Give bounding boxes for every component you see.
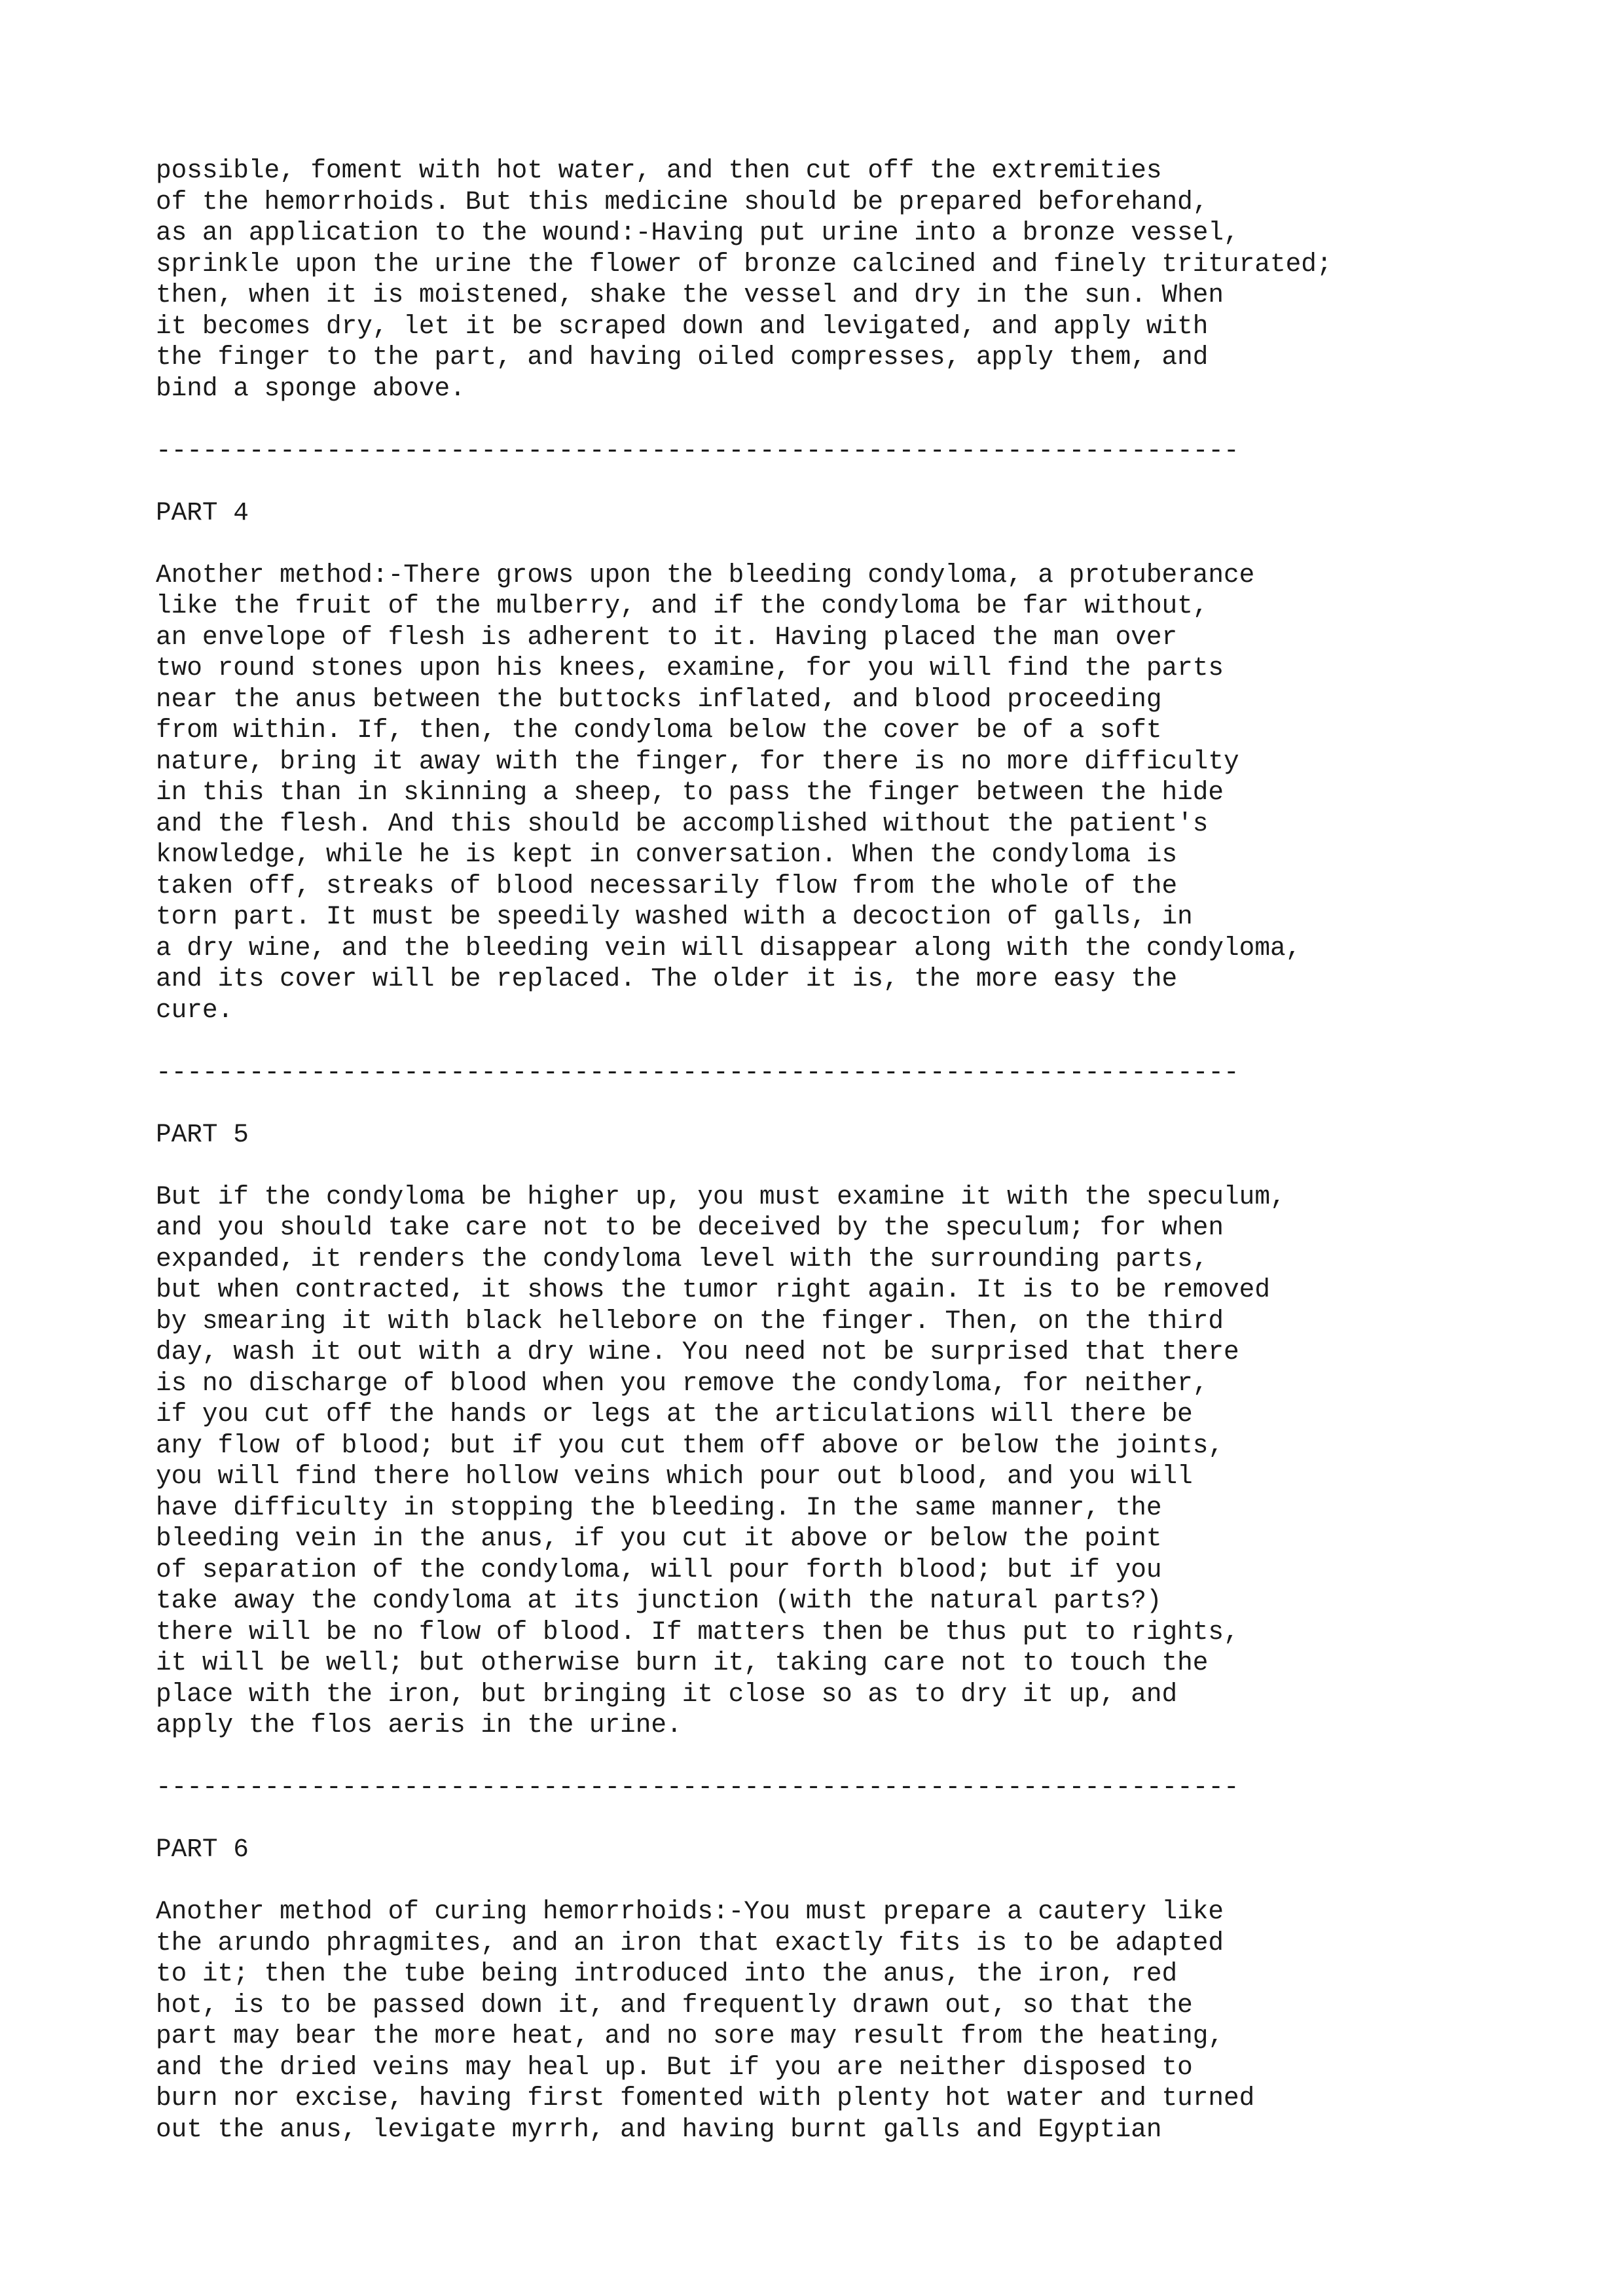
block-gap (156, 1088, 1504, 1119)
text-line: nature, bring it away with the finger, for there is no more difficulty (156, 746, 1239, 776)
text-line: and the dried veins may heal up. But if you are neither disposed to (156, 2052, 1193, 2082)
text-line: place with the iron, but bringing it close so as to dry it up, and (156, 1679, 1178, 1709)
text-line: from within. If, then, the condyloma below the cover be of a soft (156, 715, 1162, 745)
text-line: two round stones upon his knees, examine, for you will find the parts (156, 653, 1224, 683)
text-line: like the fruit of the mulberry, and if the condyloma be far without, (156, 591, 1209, 620)
text-line: it will be well; but otherwise burn it, taking care not to touch the (156, 1648, 1209, 1677)
text-line: taken off, streaks of blood necessarily flow from the whole of the (156, 870, 1178, 901)
text-line: if you cut off the hands or legs at the articulations will there be (156, 1399, 1193, 1429)
text-line: burn nor excise, having first fomented with plenty hot water and turned (156, 2083, 1255, 2113)
section-separator (156, 1057, 1504, 1088)
text-line: Another method:-There grows upon the bleeding condyloma, a protuberance (156, 560, 1255, 590)
text-line: day, wash it out with a dry wine. You need not be surprised that there (156, 1337, 1239, 1367)
text-line: the finger to the part, and having oiled compresses, apply them, and (156, 342, 1209, 372)
text-line: a dry wine, and the bleeding vein will disappear along with the condyloma, (156, 933, 1302, 963)
section-heading (156, 1834, 1504, 1865)
heading-text: PART 6 (156, 1835, 249, 1864)
text-line: take away the condyloma at its junction (with the natural parts?) (156, 1586, 1162, 1615)
text-line: knowledge, while he is kept in conversation. When the condyloma is (156, 840, 1178, 869)
block-gap (156, 1803, 1504, 1835)
text-paragraph (156, 1896, 1504, 2145)
text-line: and its cover will be replaced. The older it is, the more easy the (156, 964, 1178, 994)
section-heading (156, 497, 1504, 529)
text-line: to it; then the tube being introduced into the anus, the iron, red (156, 1959, 1178, 1988)
text-line: But if the condyloma be higher up, you must examine it with the speculum, (156, 1181, 1286, 1211)
text-line: torn part. It must be speedily washed with a decoction of galls, in (156, 902, 1193, 931)
text-line: an envelope of flesh is adherent to it. Having placed the man over (156, 622, 1178, 652)
heading-text: PART 5 (156, 1119, 249, 1149)
text-line: out the anus, levigate myrrh, and having burnt galls and Egyptian (156, 2114, 1162, 2144)
text-line: there will be no flow of blood. If matters then be thus put to rights, (156, 1617, 1239, 1647)
text-line: apply the flos aeris in the urine. (156, 1710, 682, 1740)
text-line: Another method of curing hemorrhoids:-You must prepare a cautery like (156, 1897, 1224, 1926)
text-line: cure. (156, 995, 234, 1025)
text-line: bind a sponge above. (156, 373, 465, 403)
block-gap (156, 1150, 1504, 1181)
text-line: the arundo phragmites, and an iron that exactly fits is to be adapted (156, 1928, 1224, 1958)
block-gap (156, 528, 1504, 560)
text-line: expanded, it renders the condyloma level with the surrounding parts, (156, 1244, 1209, 1274)
text-paragraph (156, 560, 1504, 1026)
separator-rule: ---------------------------------------------------------------------- (156, 1057, 1239, 1087)
text-line: and you should take care not to be deceived by the speculum; for when (156, 1213, 1224, 1242)
text-line: then, when it is moistened, shake the vessel and dry in the sun. When (156, 280, 1224, 310)
section-separator (156, 1772, 1504, 1803)
text-line: have difficulty in stopping the bleeding. In the same manner, the (156, 1492, 1162, 1522)
text-line: possible, foment with hot water, and then cut off the extremities (156, 156, 1162, 185)
block-gap (156, 1865, 1504, 1897)
heading-text: PART 4 (156, 497, 249, 528)
text-line: any flow of blood; but if you cut them off above or below the joints, (156, 1430, 1224, 1460)
block-gap (156, 466, 1504, 497)
section-heading (156, 1119, 1504, 1151)
text-paragraph (156, 155, 1504, 404)
text-line: in this than in skinning a sheep, to pass the finger between the hide (156, 778, 1224, 807)
separator-rule: ---------------------------------------------------------------------- (156, 435, 1239, 465)
document-page (156, 155, 1504, 2145)
text-paragraph (156, 1181, 1504, 1741)
block-gap (156, 1741, 1504, 1772)
text-line: bleeding vein in the anus, if you cut it above or below the point (156, 1524, 1162, 1553)
block-gap (156, 1026, 1504, 1057)
separator-rule: ---------------------------------------------------------------------- (156, 1772, 1239, 1802)
text-line: and the flesh. And this should be accomplished without the patient's (156, 808, 1209, 838)
text-line: it becomes dry, let it be scraped down and levigated, and apply with (156, 311, 1209, 341)
text-line: part may bear the more heat, and no sore may result from the heating, (156, 2021, 1224, 2051)
text-line: sprinkle upon the urine the flower of bronze calcined and finely triturated; (156, 249, 1332, 279)
text-line: hot, is to be passed down it, and frequently drawn out, so that the (156, 1990, 1193, 2020)
block-gap (156, 404, 1504, 435)
text-line: as an application to the wound:-Having put urine into a bronze vessel, (156, 218, 1239, 247)
text-line: by smearing it with black hellebore on the finger. Then, on the third (156, 1306, 1224, 1336)
text-line: of the hemorrhoids. But this medicine should be prepared beforehand, (156, 187, 1209, 217)
text-line: but when contracted, it shows the tumor right again. It is to be removed (156, 1275, 1270, 1304)
text-line: you will find there hollow veins which pour out blood, and you will (156, 1462, 1193, 1491)
section-separator (156, 435, 1504, 467)
text-line: near the anus between the buttocks inflated, and blood proceeding (156, 684, 1162, 714)
text-line: of separation of the condyloma, will pour forth blood; but if you (156, 1554, 1162, 1585)
text-line: is no discharge of blood when you remove the condyloma, for neither, (156, 1368, 1209, 1398)
